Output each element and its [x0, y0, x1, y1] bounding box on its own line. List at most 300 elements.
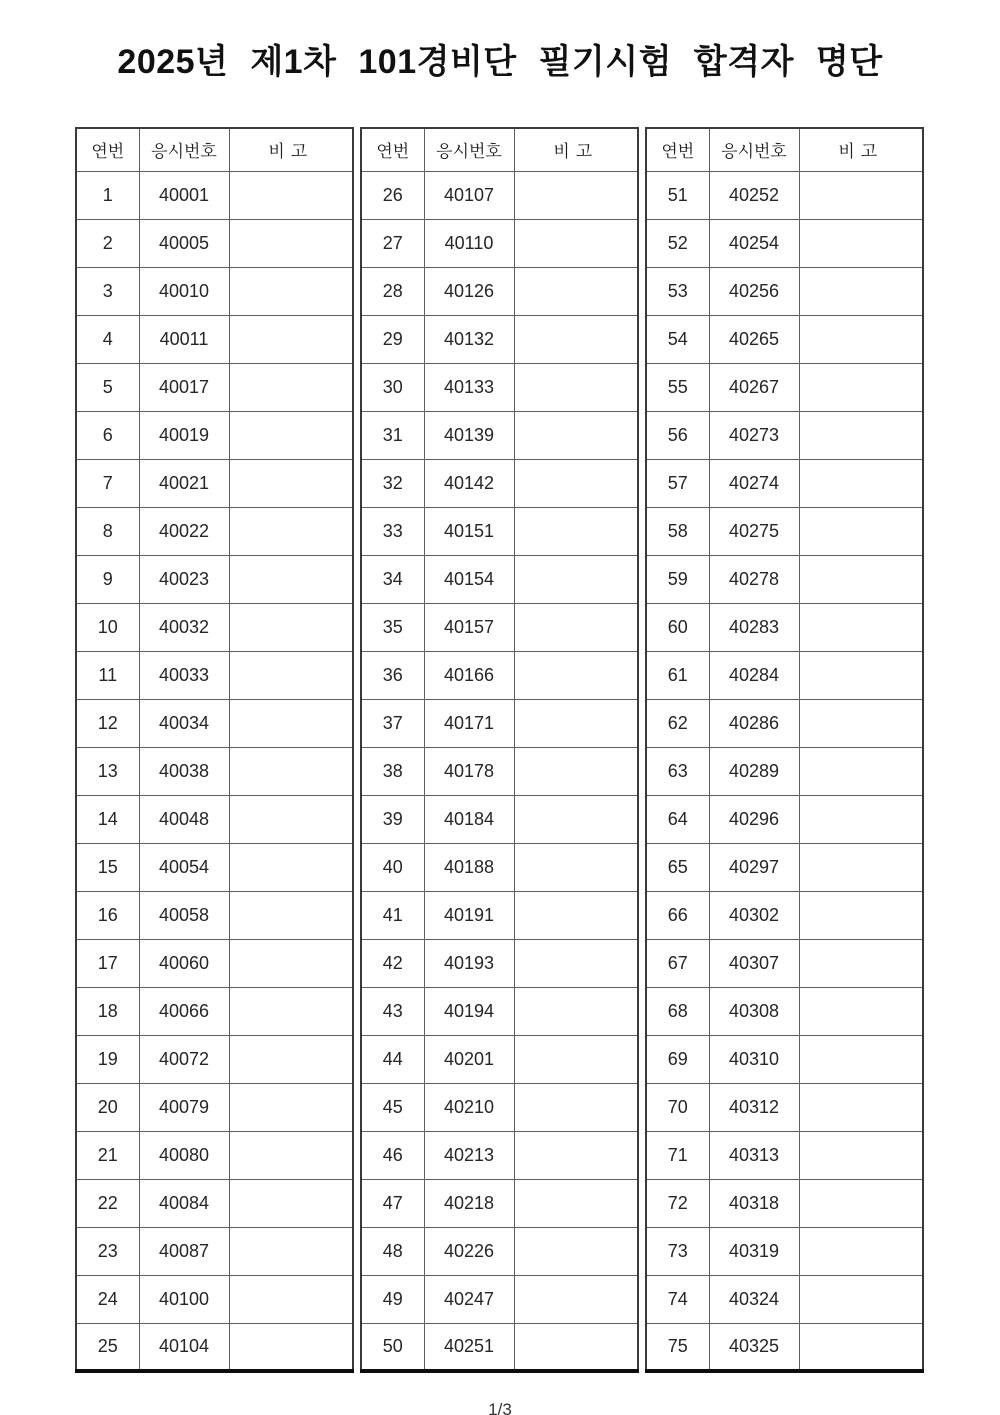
candidate-number-cell: 40139 — [424, 411, 514, 459]
note-cell — [229, 603, 353, 651]
table-row — [646, 747, 923, 795]
table-row — [361, 603, 638, 651]
candidate-number-cell: 40034 — [139, 699, 229, 747]
candidate-number-cell: 40247 — [424, 1275, 514, 1323]
serial-cell: 57 — [646, 459, 709, 507]
serial-cell: 36 — [361, 651, 424, 699]
table-row — [76, 411, 353, 459]
serial-cell: 53 — [646, 267, 709, 315]
note-cell — [514, 843, 638, 891]
candidate-number-cell: 40297 — [709, 843, 799, 891]
candidate-number-cell: 40133 — [424, 363, 514, 411]
table-row — [76, 1083, 353, 1131]
note-cell — [514, 315, 638, 363]
candidate-number-cell: 40001 — [139, 171, 229, 219]
candidate-number-cell: 40079 — [139, 1083, 229, 1131]
page-title: 2025년 제1차 101경비단 필기시험 합격자 명단 — [117, 43, 883, 81]
candidate-number-cell: 40310 — [709, 1035, 799, 1083]
table-row — [76, 795, 353, 843]
note-cell — [229, 1227, 353, 1275]
note-cell — [799, 1035, 923, 1083]
candidate-number-cell: 40084 — [139, 1179, 229, 1227]
serial-cell: 55 — [646, 363, 709, 411]
candidate-number-cell: 40033 — [139, 651, 229, 699]
candidate-number-cell: 40048 — [139, 795, 229, 843]
table-row — [76, 603, 353, 651]
candidate-number-cell: 40054 — [139, 843, 229, 891]
table-row — [646, 411, 923, 459]
serial-cell: 8 — [76, 507, 139, 555]
note-cell — [229, 171, 353, 219]
note-cell — [229, 1323, 353, 1371]
serial-cell: 44 — [361, 1035, 424, 1083]
table-row — [76, 1227, 353, 1275]
serial-cell: 9 — [76, 555, 139, 603]
candidate-number-cell: 40132 — [424, 315, 514, 363]
table-row — [361, 747, 638, 795]
table-row — [361, 1179, 638, 1227]
table-row — [646, 363, 923, 411]
note-cell — [799, 219, 923, 267]
column-header-note: 비고 — [799, 128, 923, 171]
table-row — [361, 411, 638, 459]
serial-cell: 58 — [646, 507, 709, 555]
table-row — [76, 171, 353, 219]
note-cell — [799, 795, 923, 843]
note-cell — [799, 1323, 923, 1371]
serial-cell: 47 — [361, 1179, 424, 1227]
note-cell — [514, 507, 638, 555]
note-cell — [514, 171, 638, 219]
note-cell — [799, 459, 923, 507]
serial-cell: 49 — [361, 1275, 424, 1323]
note-cell — [799, 603, 923, 651]
pass-list-group-1 — [75, 127, 354, 1373]
header-row — [76, 128, 353, 171]
table-row — [361, 171, 638, 219]
note-cell — [799, 267, 923, 315]
serial-cell: 75 — [646, 1323, 709, 1371]
serial-cell: 74 — [646, 1275, 709, 1323]
note-cell — [229, 1035, 353, 1083]
note-cell — [799, 987, 923, 1035]
table-row — [646, 1323, 923, 1371]
header-row — [361, 128, 638, 171]
table-row — [361, 891, 638, 939]
candidate-number-cell: 40251 — [424, 1323, 514, 1371]
page-number: 1/3 — [488, 1400, 512, 1415]
candidate-number-cell: 40087 — [139, 1227, 229, 1275]
note-cell — [514, 363, 638, 411]
table-row — [646, 843, 923, 891]
note-cell — [799, 939, 923, 987]
candidate-number-cell: 40005 — [139, 219, 229, 267]
table-row — [361, 219, 638, 267]
serial-cell: 43 — [361, 987, 424, 1035]
table-row — [76, 363, 353, 411]
candidate-number-cell: 40265 — [709, 315, 799, 363]
serial-cell: 48 — [361, 1227, 424, 1275]
candidate-number-cell: 40210 — [424, 1083, 514, 1131]
note-cell — [799, 171, 923, 219]
serial-cell: 13 — [76, 747, 139, 795]
table-row — [361, 315, 638, 363]
serial-cell: 39 — [361, 795, 424, 843]
candidate-number-cell: 40274 — [709, 459, 799, 507]
table-row — [76, 1275, 353, 1323]
candidate-number-cell: 40324 — [709, 1275, 799, 1323]
table-row — [76, 747, 353, 795]
serial-cell: 72 — [646, 1179, 709, 1227]
serial-cell: 54 — [646, 315, 709, 363]
note-cell — [514, 939, 638, 987]
table-row — [646, 171, 923, 219]
table-row — [646, 1179, 923, 1227]
candidate-number-cell: 40289 — [709, 747, 799, 795]
column-header-candidate-number: 응시번호 — [424, 128, 514, 171]
note-cell — [514, 1083, 638, 1131]
pass-list-group-3 — [645, 127, 924, 1373]
candidate-number-cell: 40072 — [139, 1035, 229, 1083]
candidate-number-cell: 40017 — [139, 363, 229, 411]
candidate-number-cell: 40319 — [709, 1227, 799, 1275]
candidate-number-cell: 40060 — [139, 939, 229, 987]
column-header-note: 비고 — [229, 128, 353, 171]
serial-cell: 26 — [361, 171, 424, 219]
serial-cell: 41 — [361, 891, 424, 939]
table-row — [76, 1035, 353, 1083]
table-row — [76, 1179, 353, 1227]
candidate-number-cell: 40110 — [424, 219, 514, 267]
note-cell — [799, 843, 923, 891]
note-cell — [229, 459, 353, 507]
serial-cell: 32 — [361, 459, 424, 507]
note-cell — [799, 891, 923, 939]
note-cell — [229, 219, 353, 267]
table-row — [76, 939, 353, 987]
table-row — [76, 1131, 353, 1179]
candidate-number-cell: 40066 — [139, 987, 229, 1035]
note-cell — [799, 1083, 923, 1131]
note-cell — [514, 411, 638, 459]
candidate-number-cell: 40218 — [424, 1179, 514, 1227]
table-row — [76, 1323, 353, 1371]
serial-cell: 63 — [646, 747, 709, 795]
table-row — [76, 987, 353, 1035]
candidate-number-cell: 40184 — [424, 795, 514, 843]
note-cell — [229, 843, 353, 891]
note-cell — [229, 891, 353, 939]
candidate-number-cell: 40022 — [139, 507, 229, 555]
note-cell — [514, 603, 638, 651]
candidate-number-cell: 40019 — [139, 411, 229, 459]
note-cell — [229, 1179, 353, 1227]
serial-cell: 60 — [646, 603, 709, 651]
candidate-number-cell: 40194 — [424, 987, 514, 1035]
serial-cell: 15 — [76, 843, 139, 891]
note-cell — [799, 699, 923, 747]
serial-cell: 2 — [76, 219, 139, 267]
table-row — [361, 939, 638, 987]
candidate-number-cell: 40171 — [424, 699, 514, 747]
table-row — [76, 267, 353, 315]
serial-cell: 73 — [646, 1227, 709, 1275]
serial-cell: 52 — [646, 219, 709, 267]
candidate-number-cell: 40201 — [424, 1035, 514, 1083]
note-cell — [514, 891, 638, 939]
note-cell — [799, 1131, 923, 1179]
serial-cell: 27 — [361, 219, 424, 267]
note-cell — [229, 1131, 353, 1179]
candidate-number-cell: 40313 — [709, 1131, 799, 1179]
serial-cell: 33 — [361, 507, 424, 555]
serial-cell: 1 — [76, 171, 139, 219]
column-header-note: 비고 — [514, 128, 638, 171]
serial-cell: 19 — [76, 1035, 139, 1083]
note-cell — [799, 555, 923, 603]
candidate-number-cell: 40284 — [709, 651, 799, 699]
table-row — [76, 459, 353, 507]
note-cell — [514, 795, 638, 843]
table-row — [646, 1275, 923, 1323]
note-cell — [799, 507, 923, 555]
serial-cell: 14 — [76, 795, 139, 843]
table-row — [361, 363, 638, 411]
serial-cell: 10 — [76, 603, 139, 651]
candidate-number-cell: 40080 — [139, 1131, 229, 1179]
serial-cell: 45 — [361, 1083, 424, 1131]
table-row — [646, 315, 923, 363]
serial-cell: 18 — [76, 987, 139, 1035]
candidate-number-cell: 40193 — [424, 939, 514, 987]
candidate-number-cell: 40296 — [709, 795, 799, 843]
note-cell — [514, 1323, 638, 1371]
serial-cell: 50 — [361, 1323, 424, 1371]
table-row — [361, 267, 638, 315]
candidate-number-cell: 40154 — [424, 555, 514, 603]
note-cell — [229, 747, 353, 795]
serial-cell: 34 — [361, 555, 424, 603]
table-row — [646, 459, 923, 507]
serial-cell: 65 — [646, 843, 709, 891]
candidate-number-cell: 40267 — [709, 363, 799, 411]
note-cell — [229, 555, 353, 603]
note-cell — [229, 939, 353, 987]
column-header-serial: 연번 — [361, 128, 424, 171]
table-row — [361, 987, 638, 1035]
note-cell — [799, 1179, 923, 1227]
table-row — [361, 651, 638, 699]
table-row — [76, 219, 353, 267]
candidate-number-cell: 40213 — [424, 1131, 514, 1179]
candidate-number-cell: 40038 — [139, 747, 229, 795]
candidate-number-cell: 40107 — [424, 171, 514, 219]
note-cell — [514, 987, 638, 1035]
candidate-number-cell: 40100 — [139, 1275, 229, 1323]
candidate-number-cell: 40023 — [139, 555, 229, 603]
serial-cell: 67 — [646, 939, 709, 987]
serial-cell: 20 — [76, 1083, 139, 1131]
candidate-number-cell: 40278 — [709, 555, 799, 603]
note-cell — [514, 1275, 638, 1323]
note-cell — [229, 699, 353, 747]
table-row — [646, 267, 923, 315]
candidate-number-cell: 40021 — [139, 459, 229, 507]
serial-cell: 28 — [361, 267, 424, 315]
candidate-number-cell: 40254 — [709, 219, 799, 267]
note-cell — [514, 1131, 638, 1179]
note-cell — [514, 1179, 638, 1227]
serial-cell: 71 — [646, 1131, 709, 1179]
serial-cell: 51 — [646, 171, 709, 219]
table-row — [646, 651, 923, 699]
table-row — [646, 699, 923, 747]
table-row — [646, 1227, 923, 1275]
serial-cell: 69 — [646, 1035, 709, 1083]
note-cell — [514, 1035, 638, 1083]
note-cell — [514, 555, 638, 603]
note-cell — [229, 1275, 353, 1323]
table-row — [76, 891, 353, 939]
candidate-number-cell: 40126 — [424, 267, 514, 315]
serial-cell: 16 — [76, 891, 139, 939]
table-row — [646, 555, 923, 603]
serial-cell: 37 — [361, 699, 424, 747]
table-row — [361, 555, 638, 603]
candidate-number-cell: 40283 — [709, 603, 799, 651]
table-row — [76, 315, 353, 363]
note-cell — [229, 411, 353, 459]
serial-cell: 64 — [646, 795, 709, 843]
column-header-serial: 연번 — [76, 128, 139, 171]
table-row — [361, 1323, 638, 1371]
note-cell — [514, 219, 638, 267]
candidate-number-cell: 40226 — [424, 1227, 514, 1275]
candidate-number-cell: 40032 — [139, 603, 229, 651]
serial-cell: 40 — [361, 843, 424, 891]
column-header-candidate-number: 응시번호 — [139, 128, 229, 171]
serial-cell: 5 — [76, 363, 139, 411]
candidate-number-cell: 40011 — [139, 315, 229, 363]
table-row — [361, 1035, 638, 1083]
note-cell — [799, 1275, 923, 1323]
serial-cell: 29 — [361, 315, 424, 363]
table-row — [646, 891, 923, 939]
candidate-number-cell: 40307 — [709, 939, 799, 987]
table-row — [646, 1035, 923, 1083]
note-cell — [514, 747, 638, 795]
candidate-number-cell: 40312 — [709, 1083, 799, 1131]
candidate-number-cell: 40252 — [709, 171, 799, 219]
serial-cell: 17 — [76, 939, 139, 987]
note-cell — [514, 267, 638, 315]
table-row — [646, 939, 923, 987]
serial-cell: 23 — [76, 1227, 139, 1275]
candidate-number-cell: 40318 — [709, 1179, 799, 1227]
pass-list-group-2 — [360, 127, 639, 1373]
serial-cell: 24 — [76, 1275, 139, 1323]
note-cell — [799, 1227, 923, 1275]
candidate-number-cell: 40188 — [424, 843, 514, 891]
candidate-number-cell: 40104 — [139, 1323, 229, 1371]
serial-cell: 38 — [361, 747, 424, 795]
column-header-candidate-number: 응시번호 — [709, 128, 799, 171]
candidate-number-cell: 40256 — [709, 267, 799, 315]
note-cell — [514, 651, 638, 699]
note-cell — [229, 1083, 353, 1131]
serial-cell: 30 — [361, 363, 424, 411]
note-cell — [799, 411, 923, 459]
table-row — [361, 459, 638, 507]
table-row — [76, 843, 353, 891]
note-cell — [799, 363, 923, 411]
table-row — [76, 507, 353, 555]
note-cell — [229, 363, 353, 411]
candidate-number-cell: 40273 — [709, 411, 799, 459]
table-row — [646, 1131, 923, 1179]
candidate-number-cell: 40302 — [709, 891, 799, 939]
table-row — [361, 1083, 638, 1131]
candidate-number-cell: 40275 — [709, 507, 799, 555]
note-cell — [799, 315, 923, 363]
candidate-number-cell: 40286 — [709, 699, 799, 747]
table-row — [361, 1275, 638, 1323]
candidate-number-cell: 40325 — [709, 1323, 799, 1371]
serial-cell: 46 — [361, 1131, 424, 1179]
table-row — [361, 1131, 638, 1179]
serial-cell: 11 — [76, 651, 139, 699]
serial-cell: 25 — [76, 1323, 139, 1371]
serial-cell: 4 — [76, 315, 139, 363]
serial-cell: 59 — [646, 555, 709, 603]
serial-cell: 42 — [361, 939, 424, 987]
serial-cell: 35 — [361, 603, 424, 651]
candidate-number-cell: 40151 — [424, 507, 514, 555]
serial-cell: 6 — [76, 411, 139, 459]
table-row — [646, 219, 923, 267]
pass-list-table — [75, 127, 925, 1373]
note-cell — [229, 507, 353, 555]
note-cell — [514, 459, 638, 507]
table-row — [76, 699, 353, 747]
header-row — [646, 128, 923, 171]
document-page — [0, 34, 1000, 1415]
column-header-serial: 연번 — [646, 128, 709, 171]
note-cell — [514, 699, 638, 747]
serial-cell: 62 — [646, 699, 709, 747]
serial-cell: 70 — [646, 1083, 709, 1131]
table-row — [361, 699, 638, 747]
note-cell — [229, 267, 353, 315]
note-cell — [229, 795, 353, 843]
table-row — [361, 795, 638, 843]
note-cell — [799, 747, 923, 795]
table-row — [646, 795, 923, 843]
serial-cell: 7 — [76, 459, 139, 507]
table-row — [361, 843, 638, 891]
table-row — [361, 507, 638, 555]
serial-cell: 31 — [361, 411, 424, 459]
candidate-number-cell: 40142 — [424, 459, 514, 507]
table-row — [76, 651, 353, 699]
candidate-number-cell: 40058 — [139, 891, 229, 939]
serial-cell: 68 — [646, 987, 709, 1035]
serial-cell: 56 — [646, 411, 709, 459]
note-cell — [229, 315, 353, 363]
candidate-number-cell: 40308 — [709, 987, 799, 1035]
serial-cell: 21 — [76, 1131, 139, 1179]
table-row — [646, 603, 923, 651]
